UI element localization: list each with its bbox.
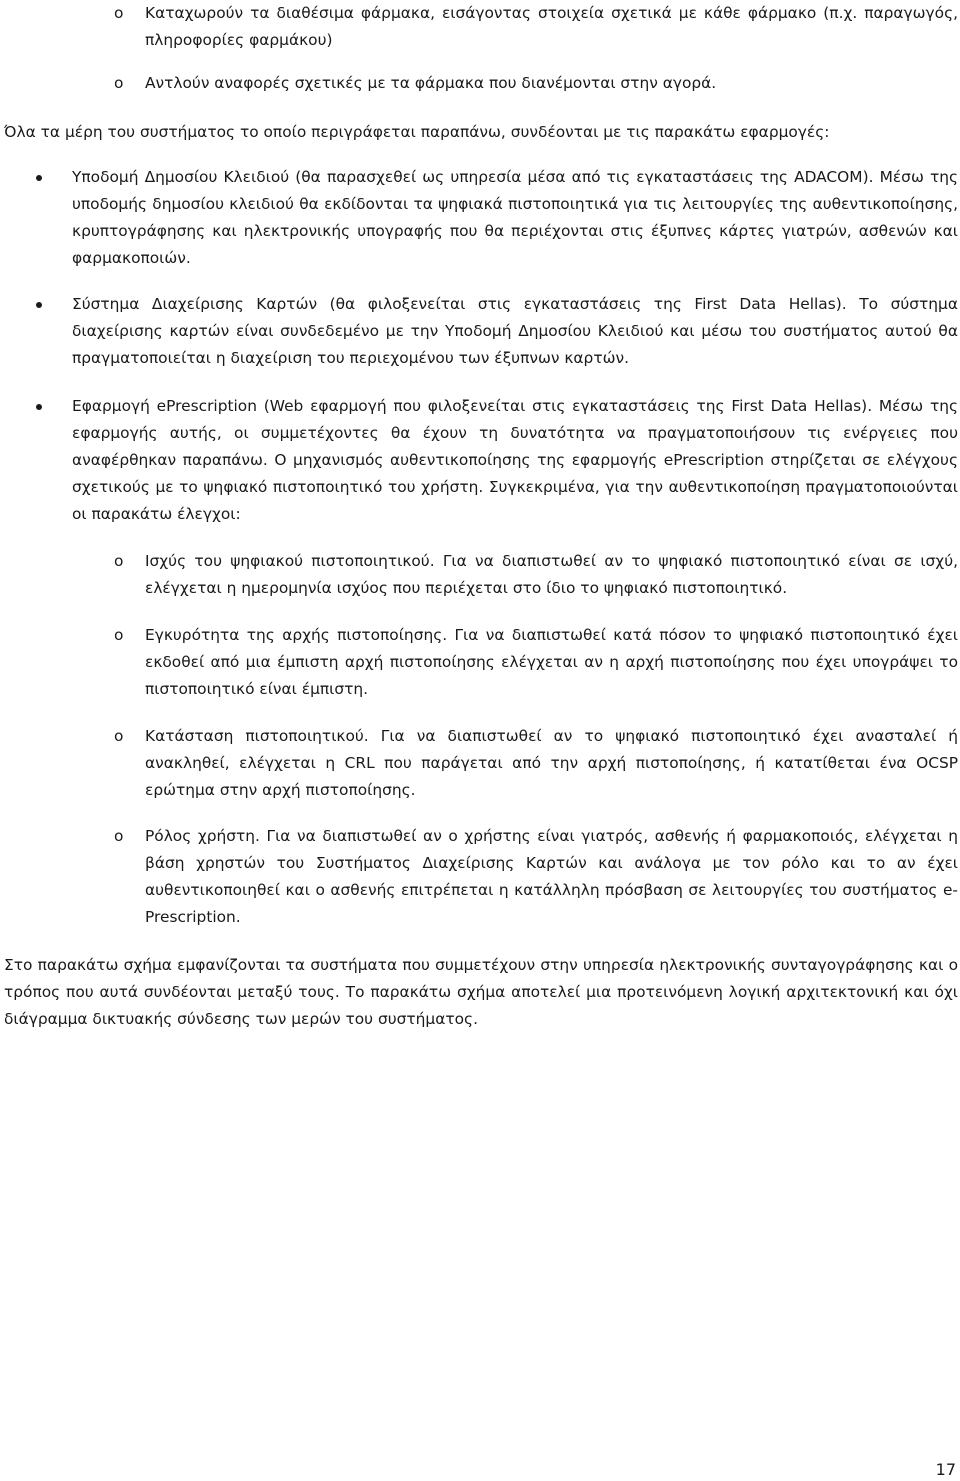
sub-list-marker: o (114, 4, 124, 22)
bullet-item (72, 164, 958, 272)
sub-list-item-text: Εγκυρότητα της αρχής πιστοποίησης. Για να διαπιστωθεί κατά πόσον το ψηφιακό πιστοποιητικό έχει εκδοθεί από μια έμπιστη αρχή πιστοποίησης ελέγχεται αν η αρχή πιστοποίησης που έχει υπογράψει το πιστοποιητικό είναι έμπιστη. (145, 626, 958, 698)
bullet-item-text: Εφαρμογή ePrescription (Web εφαρμογή που φιλοξενείται στις εγκαταστάσεις της First Data Hellas). Μέσω της εφαρμογής αυτής, οι συμμετέχοντες θα έχουν τη δυνατότητα να πραγματοποιήσουν τις ενέργειες που αναφέρθηκαν παραπάνω. Ο μηχανισμός αυθεντικοποίησης της εφαρμογής ePrescription στηρίζεται σε ελέγχους σχετικούς με το ψηφιακό πιστοποιητικό του χρήστη. Συγκεκριμένα, για την αυθεντικοποίηση πραγματοποιούνται οι παρακάτω έλεγχοι: (72, 397, 958, 523)
bullet-item (72, 393, 958, 528)
page-number: 17 (935, 1460, 956, 1479)
sub-list-item-text: Ισχύς του ψηφιακού πιστοποιητικού. Για να διαπιστωθεί αν το ψηφιακό πιστοποιητικό είναι σε ισχύ, ελέγχεται η ημερομηνία ισχύος που περιέχεται στο ίδιο το ψηφιακό πιστοποιητικό. (145, 552, 958, 597)
sub-list-marker: o (114, 626, 124, 644)
intro-text: Όλα τα μέρη του συστήματος το οποίο περιγράφεται παραπάνω, συνδέονται με τις παρακάτω εφαρμογές: (4, 123, 830, 141)
bullet-dot (36, 175, 42, 181)
sub-list-marker: o (114, 827, 124, 845)
sub-list-item-text: Ρόλος χρήστη. Για να διαπιστωθεί αν ο χρήστης είναι γιατρός, ασθενής ή φαρμακοποιός, ελέγχεται η βάση χρηστών του Συστήματος Διαχείρισης Καρτών και ανάλογα με τον ρόλο και το αν έχει αυθεντικοποιηθεί και ο ασθενής επιτρέπεται η κατάλληλη πρόσβαση σε λειτουργίες του συστήματος e-Prescription. (145, 827, 958, 926)
bullet-item-text: Υποδομή Δημοσίου Κλειδιού (θα παρασχεθεί ως υπηρεσία μέσα από τις εγκαταστάσεις της ADACOM). Μέσω της υποδομής δημοσίου κλειδιού θα εκδίδονται τα ψηφιακά πιστοποιητικά για τις λειτουργίες της αυθεντικοποίησης, κρυπτογράφησης και ηλεκτρονικής υπογραφής που θα περιέχονται στις έξυπνες κάρτες γιατρών, ασθενών και φαρμακοποιών. (72, 168, 958, 267)
closing-paragraph (4, 952, 958, 1033)
sub-list-item (145, 0, 958, 54)
sub-list-item-text: Καταχωρούν τα διαθέσιμα φάρμακα, εισάγοντας στοιχεία σχετικά με κάθε φάρμακο (π.χ. παραγωγός, πληροφορίες φαρμάκου) (145, 4, 958, 49)
intro-paragraph (4, 119, 958, 146)
sub-list-item (145, 823, 958, 931)
sub-list-item (145, 70, 958, 97)
sub-list-marker: o (114, 74, 124, 92)
sub-list-item-text: Κατάσταση πιστοποιητικού. Για να διαπιστωθεί αν το ψηφιακό πιστοποιητικό έχει ανασταλεί ή ανακληθεί, ελέγχεται η CRL που παράγεται από την αρχή πιστοποίησης, ή κατατίθεται ένα OCSP ερώτημα στην αρχή πιστοποίησης. (145, 727, 958, 799)
bullet-item-text: Σύστημα Διαχείρισης Καρτών (θα φιλοξενείται στις εγκαταστάσεις της First Data Hellas). Το σύστημα διαχείρισης καρτών είναι συνδεδεμένο με την Υποδομή Δημοσίου Κλειδιού και μέσω του συστήματος αυτού θα πραγματοποιείται η διαχείριση του περιεχομένου των έξυπνων καρτών. (72, 295, 958, 367)
closing-text: Στο παρακάτω σχήμα εμφανίζονται τα συστήματα που συμμετέχουν στην υπηρεσία ηλεκτρονικής συνταγογράφησης και ο τρόπος που αυτά συνδέονται μεταξύ τους. Το παρακάτω σχήμα αποτελεί μια προτεινόμενη λογική αρχιτεκτονική και όχι διάγραμμα δικτυακής σύνδεσης των μερών του συστήματος. (4, 956, 958, 1028)
sub-list-item-text: Αντλούν αναφορές σχετικές με τα φάρμακα που διανέμονται στην αγορά. (145, 74, 717, 92)
bullet-dot (36, 404, 42, 410)
sub-list-item (145, 723, 958, 804)
sub-list-item (145, 622, 958, 703)
sub-list-item (145, 548, 958, 602)
bullet-item (72, 291, 958, 372)
bullet-dot (36, 302, 42, 308)
sub-list-marker: o (114, 552, 124, 570)
sub-list-marker: o (114, 727, 124, 745)
